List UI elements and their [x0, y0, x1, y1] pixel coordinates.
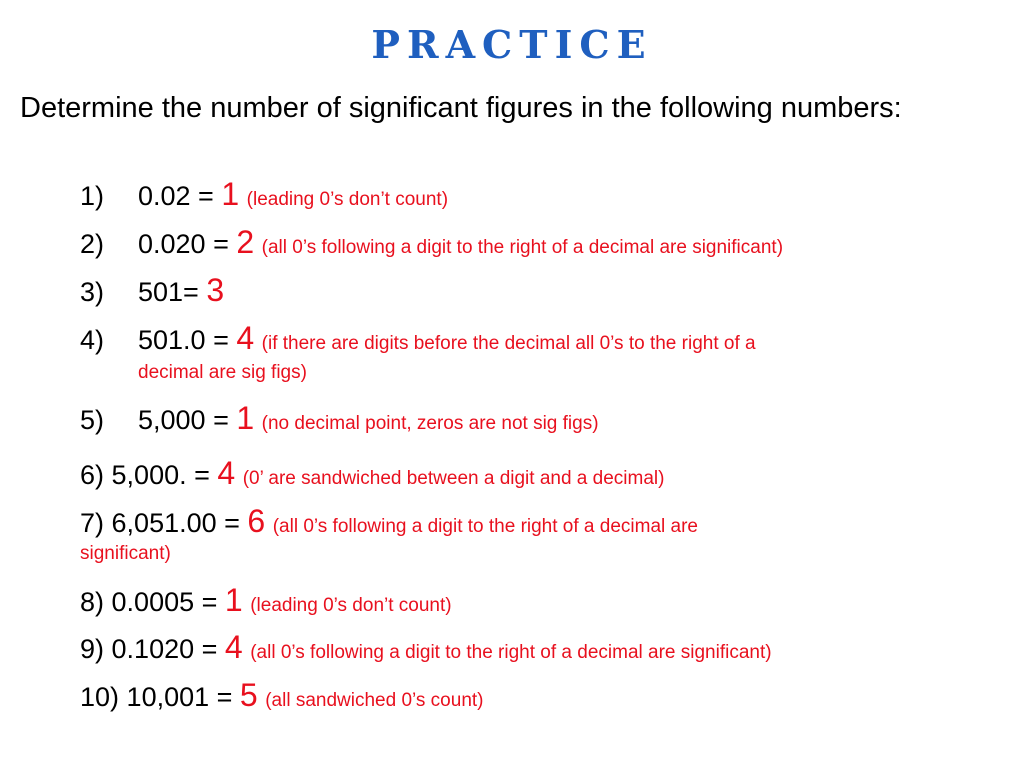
item-expression: 0.02 =	[138, 181, 222, 211]
list-item	[80, 582, 452, 619]
item-answer: 6	[247, 503, 266, 539]
item-answer: 1	[221, 176, 240, 212]
item-note-continued: significant)	[80, 543, 171, 564]
intro-text: Determine the number of significant figures in the following numbers:	[20, 92, 902, 124]
slide-title: PRACTICE	[371, 22, 653, 67]
item-note-continued: decimal are sig figs)	[138, 362, 307, 383]
item-answer: 1	[236, 400, 255, 436]
item-number: 1)	[80, 181, 105, 211]
item-note: (all 0’s following a digit to the right of a decimal are significant)	[250, 642, 772, 663]
item-answer: 4	[224, 629, 243, 665]
item-note: (leading 0’s don’t count)	[246, 189, 449, 210]
item-expression: 5,000. =	[111, 460, 218, 490]
item-expression: 0.0005 =	[111, 587, 225, 617]
item-number: 5)	[80, 405, 105, 435]
item-number: 9)	[80, 634, 105, 664]
list-item	[80, 320, 756, 357]
item-expression: 6,051.00 =	[111, 508, 248, 538]
list-item	[80, 400, 599, 437]
item-expression: 10,001 =	[126, 682, 240, 712]
item-expression: 501=	[138, 277, 207, 307]
item-note: (all sandwiched 0’s count)	[265, 690, 484, 711]
item-expression: 0.1020 =	[111, 634, 225, 664]
item-answer: 4	[236, 320, 255, 356]
list-item	[80, 629, 772, 666]
item-note: (0’ are sandwiched between a digit and a decimal)	[242, 468, 665, 489]
item-note: (all 0’s following a digit to the right of a decimal are	[272, 516, 698, 537]
item-answer: 2	[236, 224, 255, 260]
list-item	[80, 455, 664, 492]
list-item	[80, 677, 484, 714]
item-number: 3)	[80, 277, 105, 307]
item-note: (if there are digits before the decimal all 0’s to the right of a	[261, 333, 756, 354]
item-answer: 4	[217, 455, 236, 491]
list-item	[80, 176, 448, 213]
item-number: 7)	[80, 508, 105, 538]
item-expression: 5,000 =	[138, 405, 237, 435]
item-answer: 1	[224, 582, 243, 618]
item-number: 2)	[80, 229, 105, 259]
item-number: 6)	[80, 460, 105, 490]
list-item	[80, 224, 783, 261]
item-answer: 5	[239, 677, 258, 713]
item-number: 8)	[80, 587, 105, 617]
item-answer: 3	[206, 272, 225, 308]
item-expression: 0.020 =	[138, 229, 237, 259]
item-note: (no decimal point, zeros are not sig figs)	[261, 413, 599, 434]
item-number: 4)	[80, 325, 105, 355]
item-note: (leading 0’s don’t count)	[250, 595, 452, 616]
item-note: (all 0’s following a digit to the right of a decimal are significant)	[261, 237, 784, 258]
list-item	[80, 503, 698, 540]
item-number: 10)	[80, 682, 120, 712]
list-item	[80, 272, 224, 309]
item-expression: 501.0 =	[138, 325, 237, 355]
